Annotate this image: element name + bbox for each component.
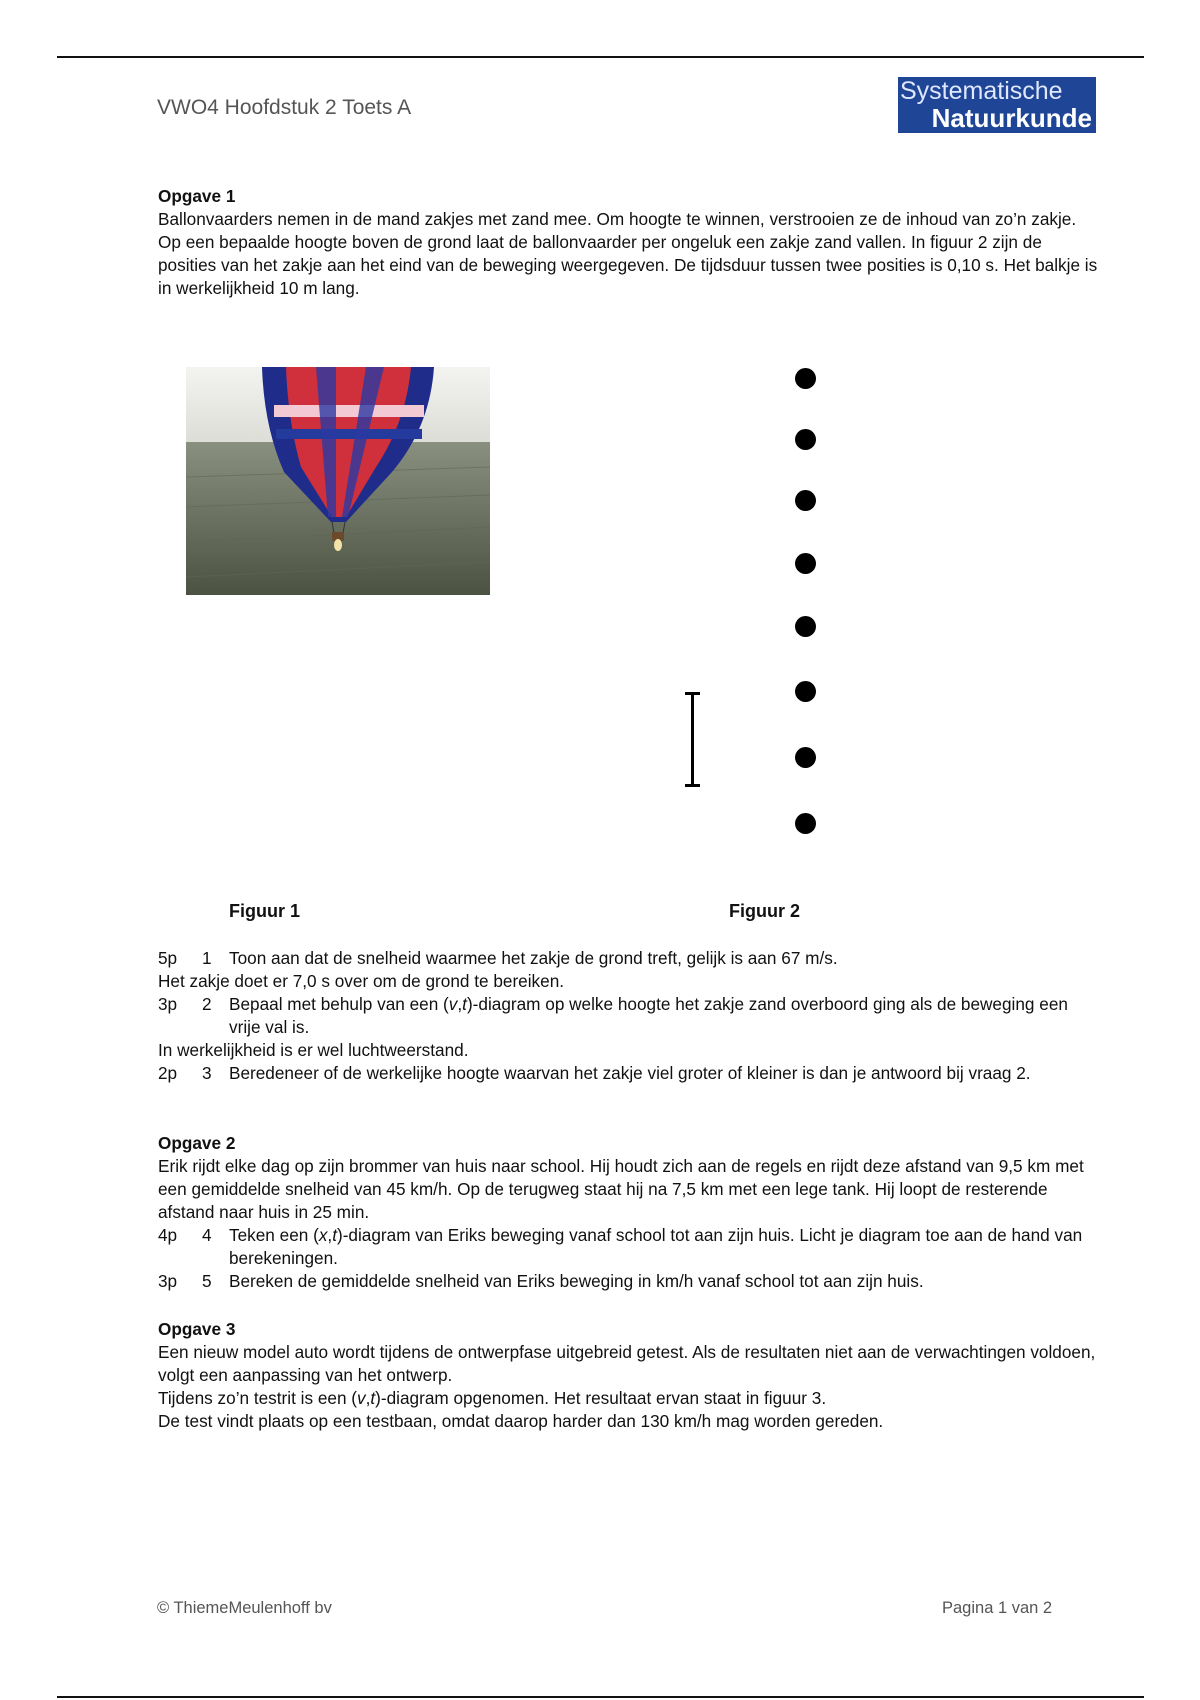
opgave-2-heading: Opgave 2 [158, 1133, 236, 1153]
opgave-2-paragraph: Erik rijdt elke dag op zijn brommer van huis naar school. Hij houdt zich aan de regels en rijdt deze afstand van 9,5 km met een gemiddelde snelheid van 45 km/h. Op de terugweg staat hij na 7,5 km met een lege tank. Hij loopt de resterende afstand naar huis in 25 min. [158, 1156, 1084, 1222]
opgave-3-paragraph-1: Een nieuw model auto wordt tijdens de ontwerpfase uitgebreid getest. Als de resultaten niet aan de verwachtingen voldoen, volgt een aanpassing van het ontwerp. [158, 1342, 1096, 1385]
position-dot [795, 747, 816, 768]
question-2 [158, 993, 1100, 1039]
position-dot [795, 813, 816, 834]
question-text: Teken een (x,t)-diagram van Eriks beweging vanaf school tot aan zijn huis. Licht je diagram toe aan de hand van berekeningen. [229, 1225, 1083, 1268]
question-text: Bepaal met behulp van een (v,t)-diagram op welke hoogte het zakje zand overboord ging als de beweging een vrije val is. [229, 994, 1068, 1037]
logo-line-natuurkunde: Natuurkunde [931, 103, 1092, 133]
opgave-1-intro [158, 185, 1100, 300]
scale-bar-bottom-cap [685, 784, 700, 787]
question-points: 4p [158, 1225, 178, 1245]
opgave-3-heading: Opgave 3 [158, 1319, 236, 1339]
question-number: 1 [202, 948, 212, 968]
opgave-1-info-1: Het zakje doet er 7,0 s over om de grond te bereiken. [158, 971, 565, 991]
question-points: 2p [158, 1063, 178, 1083]
question-3 [158, 1062, 1100, 1085]
figure-2-caption: Figuur 2 [729, 901, 800, 921]
logo-line-systematische: Systematische [900, 77, 1063, 105]
opgave-1-heading: Opgave 1 [158, 186, 236, 206]
position-dot [795, 553, 816, 574]
opgave-3-paragraph-2: Tijdens zo’n testrit is een (v,t)-diagram opgenomen. Het resultaat ervan staat in figuur 3. [158, 1388, 827, 1408]
figure-1-balloon-photo [186, 367, 490, 595]
question-points: 3p [158, 994, 178, 1014]
opgave-2 [158, 1132, 1100, 1293]
position-dot [795, 490, 816, 511]
question-number: 4 [202, 1225, 212, 1245]
position-dot [795, 616, 816, 637]
page-header-title: VWO4 Hoofdstuk 2 Toets A [157, 96, 412, 119]
footer-copyright: © ThiemeMeulenhoff bv [157, 1599, 332, 1617]
footer-page-number: Pagina 1 van 2 [942, 1599, 1053, 1617]
opgave-1-questions [158, 947, 1100, 1085]
scale-bar [691, 693, 694, 786]
position-dot [795, 429, 816, 450]
question-text: Beredeneer of de werkelijke hoogte waarvan het zakje viel groter of kleiner is dan je antwoord bij vraag 2. [229, 1063, 1031, 1083]
question-number: 2 [202, 994, 212, 1014]
opgave-3 [158, 1318, 1100, 1433]
question-5 [158, 1270, 1100, 1293]
question-number: 5 [202, 1271, 212, 1291]
question-number: 3 [202, 1063, 212, 1083]
position-dot [795, 368, 816, 389]
question-points: 3p [158, 1271, 178, 1291]
question-points: 5p [158, 948, 178, 968]
question-4 [158, 1224, 1100, 1270]
figure-1-caption: Figuur 1 [229, 901, 300, 921]
bottom-rule [57, 1696, 1144, 1698]
publisher-logo [898, 77, 1096, 133]
top-rule [57, 56, 1144, 58]
question-1 [158, 947, 1100, 970]
question-text: Toon aan dat de snelheid waarmee het zakje de grond treft, gelijk is aan 67 m/s. [229, 948, 838, 968]
position-dot [795, 681, 816, 702]
opgave-1-paragraph-2: Op een bepaalde hoogte boven de grond laat de ballonvaarder per ongeluk een zakje zand vallen. In figuur 2 zijn de posities van het zakje aan het eind van de beweging weergegeven. De tijdsduur tussen twee posities is 0,10 s. Het balkje is in werkelijkheid 10 m lang. [158, 232, 1098, 298]
opgave-1-info-2: In werkelijkheid is er wel luchtweerstand. [158, 1040, 469, 1060]
question-text: Bereken de gemiddelde snelheid van Eriks beweging in km/h vanaf school tot aan zijn huis. [229, 1271, 924, 1291]
opgave-3-paragraph-3: De test vindt plaats op een testbaan, omdat daarop harder dan 130 km/h mag worden gereden. [158, 1411, 884, 1431]
opgave-1-paragraph-1: Ballonvaarders nemen in de mand zakjes met zand mee. Om hoogte te winnen, verstrooien ze de inhoud van zo’n zakje. [158, 209, 1077, 229]
